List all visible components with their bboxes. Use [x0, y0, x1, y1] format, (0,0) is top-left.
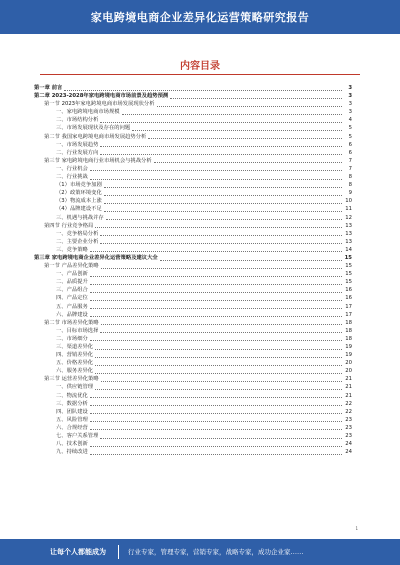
- toc-entry-page: 4: [348, 117, 352, 124]
- toc-entry[interactable]: [34, 84, 352, 92]
- toc-heading: 内容目录: [180, 61, 220, 72]
- toc-entry-page: 5: [348, 125, 352, 132]
- footer-separator: [118, 545, 119, 559]
- toc-entry-label: 第二节 我国家电跨境电商市场发展趋势分析: [44, 133, 147, 140]
- toc-leader-dots: [90, 316, 342, 317]
- toc-entry-page: 13: [345, 222, 352, 229]
- toc-entry-label: 三、数据分析: [56, 400, 88, 407]
- toc-entry-page: 14: [345, 246, 352, 253]
- toc-entry[interactable]: [34, 392, 352, 400]
- toc-entry-page: 22: [345, 400, 352, 407]
- toc-leader-dots: [170, 98, 342, 99]
- toc-entry-page: 18: [345, 319, 352, 326]
- toc-entry-page: 11: [345, 206, 352, 213]
- toc-entry[interactable]: [34, 238, 352, 246]
- toc-entry-label: 六、合规经营: [56, 424, 88, 431]
- toc-entry-page: 6: [348, 149, 352, 156]
- toc-entry-label: 七、客户关系管理: [56, 433, 99, 440]
- toc-leader-dots: [100, 146, 342, 147]
- toc-entry-label: 二、品质提升: [56, 279, 88, 286]
- toc-entry[interactable]: [34, 246, 352, 254]
- toc-entry-page: 24: [345, 449, 352, 456]
- report-footer: [0, 539, 400, 565]
- toc-entry-page: 21: [345, 376, 352, 383]
- toc-leader-dots: [90, 170, 342, 171]
- toc-entry-label: 二、市场结构分析: [56, 117, 99, 124]
- toc-entry-label: 一、家电跨境电商市场规模: [56, 109, 120, 116]
- toc-leader-dots: [90, 397, 342, 398]
- toc-leader-dots: [95, 227, 342, 228]
- toc-entry[interactable]: [34, 327, 352, 335]
- toc-entry-label: 二、行业发展方向: [56, 149, 99, 156]
- toc-entry-page: 10: [345, 198, 352, 205]
- toc-entry[interactable]: [34, 133, 352, 141]
- toc-leader-dots: [90, 340, 342, 341]
- toc-entry[interactable]: [34, 262, 352, 270]
- toc-entry-label: 第一章 前言: [34, 85, 63, 91]
- toc-leader-dots: [90, 251, 342, 252]
- toc-entry-page: 19: [345, 344, 352, 350]
- toc-leader-dots: [90, 405, 342, 406]
- toc-leader-dots: [95, 365, 342, 366]
- toc-leader-dots: [104, 195, 342, 196]
- toc-leader-dots: [104, 211, 342, 212]
- toc-leader-dots: [90, 413, 342, 414]
- toc-entry[interactable]: [34, 286, 352, 294]
- toc-entry-page: 18: [345, 335, 352, 342]
- toc-leader-dots: [95, 349, 342, 350]
- toc-entry-page: 15: [345, 279, 352, 286]
- toc-entry[interactable]: [34, 181, 352, 189]
- toc-entry-page: 20: [345, 368, 352, 375]
- toc-leader-dots: [160, 260, 342, 261]
- toc-entry[interactable]: [34, 303, 352, 311]
- toc-entry-label: 第三节 运营差异化策略: [44, 376, 99, 383]
- toc-entry[interactable]: [34, 230, 352, 238]
- toc-leader-dots: [90, 429, 342, 430]
- toc-entry-label: （3）物流成本上涨: [56, 198, 102, 205]
- toc-entry-page: 18: [345, 327, 352, 334]
- toc-entry-label: 三、竞争策略: [56, 246, 88, 253]
- toc-entry[interactable]: [34, 214, 352, 222]
- toc-leader-dots: [90, 454, 342, 455]
- toc-entry-page: 17: [345, 303, 352, 310]
- toc-entry-label: 三、产品组合: [56, 287, 88, 294]
- toc-entry-page: 24: [345, 441, 352, 448]
- toc-entry[interactable]: [34, 448, 352, 456]
- toc-leader-dots: [95, 357, 342, 358]
- toc-entry-label: 三、渠道差异化: [56, 344, 94, 350]
- toc-entry-label: 八、技术创新: [56, 441, 88, 448]
- toc-entry[interactable]: [34, 141, 352, 149]
- toc-leader-dots: [90, 292, 342, 293]
- toc-leader-dots: [104, 187, 342, 188]
- toc-entry-label: 三、市场发展现状及存在的问题: [56, 125, 131, 132]
- toc-entry-label: 第二章 2023-2028年家电跨境电商市场前景及趋势预测: [34, 93, 169, 100]
- report-title: 家电跨境电商企业差异化运营策略研究报告: [90, 11, 310, 24]
- toc-leader-dots: [101, 324, 342, 325]
- toc-entry-label: 第二节 市场差异化策略: [44, 319, 99, 326]
- toc-leader-dots: [101, 268, 342, 269]
- report-header: [0, 0, 400, 34]
- toc-entry-page: 7: [348, 157, 352, 164]
- toc-entry[interactable]: [34, 416, 352, 424]
- toc-entry-page: 15: [345, 263, 352, 270]
- toc-leader-dots: [148, 138, 342, 139]
- toc-entry[interactable]: [34, 108, 352, 116]
- toc-leader-dots: [100, 235, 342, 236]
- toc-leader-dots: [100, 154, 342, 155]
- toc-entry-page: 13: [345, 230, 352, 237]
- toc-entry[interactable]: [34, 440, 352, 448]
- toc-leader-dots: [90, 276, 342, 277]
- page-number: 1: [355, 526, 358, 531]
- toc-entry[interactable]: [34, 351, 352, 359]
- toc-entry-page: 16: [345, 295, 352, 302]
- toc-leader-dots: [104, 203, 342, 204]
- toc-entry-page: 15: [345, 271, 352, 278]
- toc-entry[interactable]: [34, 367, 352, 375]
- toc-entry-label: 一、市场发展趋势: [56, 141, 99, 148]
- toc-entry-label: （4）品牌建设不足: [56, 206, 102, 213]
- toc-entry-page: 17: [345, 311, 352, 318]
- toc-entry-label: 一、竞争格局分析: [56, 230, 99, 237]
- toc-leader-dots: [100, 122, 342, 123]
- toc-entry[interactable]: [34, 343, 352, 351]
- toc-entry-page: 3: [348, 93, 352, 100]
- toc-entry[interactable]: [34, 335, 352, 343]
- toc-entry-label: （1）市场竞争加剧: [56, 182, 102, 189]
- toc-leader-dots: [95, 373, 342, 374]
- toc-entry[interactable]: [34, 400, 352, 408]
- toc-entry-page: 21: [345, 392, 352, 399]
- toc-entry-label: 第三章 家电跨境电商企业差异化运营策略及建议大全: [34, 254, 158, 261]
- toc-entry[interactable]: [34, 278, 352, 286]
- toc-entry-page: 9: [348, 190, 352, 197]
- toc-entry-label: 五、风险管理: [56, 416, 88, 423]
- footer-slogan: 让每个人都能成为: [50, 548, 106, 556]
- toc-entry[interactable]: [34, 173, 352, 181]
- toc-entry[interactable]: [34, 375, 352, 383]
- toc-entry[interactable]: [34, 294, 352, 302]
- toc-entry-label: 六、服务差异化: [56, 368, 94, 375]
- toc-entry[interactable]: [34, 383, 352, 391]
- toc-leader-dots: [132, 130, 342, 131]
- toc-entry-page: 3: [348, 85, 352, 91]
- toc-entry-page: 20: [345, 360, 352, 367]
- toc-leader-dots: [122, 114, 342, 115]
- toc-entry-page: 21: [345, 384, 352, 391]
- toc-entry-label: （2）政策环境变化: [56, 190, 102, 197]
- toc-entry-label: 四、团队建设: [56, 408, 88, 415]
- toc-leader-dots: [90, 446, 342, 447]
- toc-entry-label: 第三节 家电跨境电商行业市场机会与挑战分析: [44, 157, 152, 164]
- toc-entry[interactable]: [34, 432, 352, 440]
- toc-entry-page: 23: [345, 424, 352, 431]
- toc-entry[interactable]: [34, 149, 352, 157]
- toc-entry-label: 第一节 产品差异化策略: [44, 263, 99, 270]
- toc-entry-label: 二、行业挑战: [56, 174, 88, 181]
- toc-entry-label: 第四节 行业竞争格局: [44, 222, 94, 229]
- toc-entry-label: 二、物流优化: [56, 392, 88, 399]
- toc-entry-label: 二、市场细分: [56, 335, 88, 342]
- toc-entry-label: 一、目标市场选择: [56, 327, 99, 334]
- toc-entry[interactable]: [34, 424, 352, 432]
- toc-entry[interactable]: [34, 157, 352, 165]
- toc-entry-label: 九、持续改进: [56, 449, 88, 456]
- toc-entry[interactable]: [34, 222, 352, 230]
- toc-entry-page: 3: [348, 109, 352, 116]
- toc-entry[interactable]: [34, 189, 352, 197]
- toc-entry-page: 22: [345, 408, 352, 415]
- toc-entry-label: 一、产品创新: [56, 271, 88, 278]
- toc-entry[interactable]: [34, 359, 352, 367]
- toc-entry-label: 四、产品定位: [56, 295, 88, 302]
- toc-entry-page: 16: [345, 287, 352, 294]
- toc-leader-dots: [100, 332, 342, 333]
- toc-divider: [40, 74, 360, 75]
- toc-entry-page: 7: [348, 165, 352, 172]
- toc-entry[interactable]: [34, 319, 352, 327]
- toc-entry-page: 23: [345, 433, 352, 440]
- toc-entry-label: 一、行业机会: [56, 165, 88, 172]
- toc-entry-label: 一、供应链管理: [56, 384, 94, 391]
- toc-leader-dots: [100, 243, 342, 244]
- toc-entry-page: 12: [345, 214, 352, 221]
- toc-leader-dots: [64, 90, 342, 91]
- toc-entry-page: 19: [345, 352, 352, 359]
- toc-entry-label: 五、价格差异化: [56, 360, 94, 367]
- toc-entry-page: 8: [348, 182, 352, 189]
- toc-entry[interactable]: [34, 205, 352, 213]
- toc-entry-label: 二、主要企业分析: [56, 238, 99, 245]
- toc-entry-page: 3: [348, 101, 352, 108]
- footer-tagline: 行业专家，管理专家，营销专家，战略专家，成功企业家……: [128, 548, 304, 556]
- toc-leader-dots: [90, 300, 342, 301]
- toc-entry[interactable]: [34, 270, 352, 278]
- toc-entry[interactable]: [34, 254, 352, 262]
- toc-entry[interactable]: [34, 165, 352, 173]
- toc-leader-dots: [100, 438, 342, 439]
- toc-entry-label: 四、营销差异化: [56, 352, 94, 359]
- toc-entry-page: 23: [345, 416, 352, 423]
- toc-entry-label: 五、产品服务: [56, 303, 88, 310]
- toc-entry-label: 六、品牌建设: [56, 311, 88, 318]
- toc-entry[interactable]: [34, 197, 352, 205]
- toc-entry[interactable]: [34, 408, 352, 416]
- toc-entry-label: 三、机遇与挑战并存: [56, 214, 104, 221]
- toc-entry-page: 8: [348, 174, 352, 181]
- toc-leader-dots: [90, 179, 342, 180]
- toc-entry-page: 13: [345, 238, 352, 245]
- toc-entry[interactable]: [34, 311, 352, 319]
- toc-leader-dots: [90, 284, 342, 285]
- toc-leader-dots: [90, 421, 342, 422]
- toc-leader-dots: [90, 308, 342, 309]
- toc-leader-dots: [95, 389, 342, 390]
- toc-entry[interactable]: [34, 92, 352, 100]
- toc-entry[interactable]: [34, 124, 352, 132]
- toc-leader-dots: [101, 381, 342, 382]
- toc-leader-dots: [154, 162, 342, 163]
- toc-entry-label: 第一节 2023年家电跨境电商市场发展现状分析: [44, 101, 155, 108]
- toc-entry-page: 5: [348, 133, 352, 140]
- toc-entry[interactable]: [34, 116, 352, 124]
- toc-entry[interactable]: [34, 100, 352, 108]
- toc-leader-dots: [157, 106, 342, 107]
- toc-entry-page: 15: [344, 254, 352, 261]
- toc-entry-page: 6: [348, 141, 352, 148]
- toc-leader-dots: [106, 219, 342, 220]
- table-of-contents: [34, 84, 352, 456]
